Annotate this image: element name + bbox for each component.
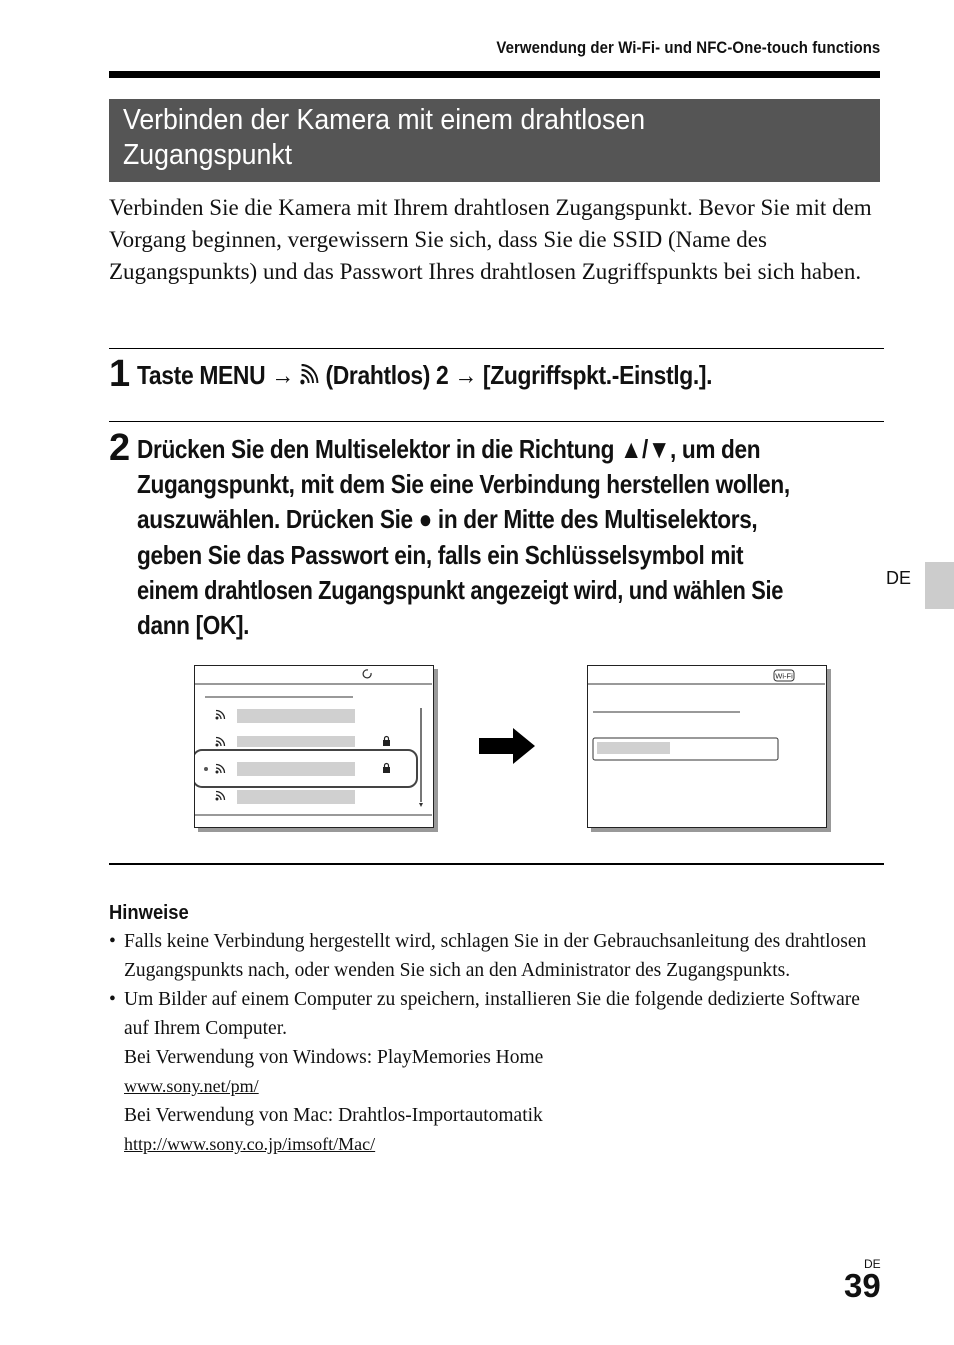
side-tab	[925, 562, 954, 609]
password-field-fill	[597, 742, 670, 754]
access-point-list-screen	[194, 665, 434, 828]
wifi-icon	[216, 765, 225, 774]
step2-text	[137, 432, 906, 643]
step2-line: dann [OK].	[137, 610, 250, 641]
notes-title: Hinweise	[109, 902, 189, 924]
list-item	[216, 709, 356, 723]
note-text: Um Bilder auf einem Computer zu speichern, installieren Sie die folgende dedizierte Software auf Ihrem Computer.	[124, 989, 860, 1039]
intro-paragraph: Verbinden Sie die Kamera mit Ihrem drahtlosen Zugangspunkt. Bevor Sie mit dem Vorgang beginnen, vergewissern Sie sich, dass Sie die SSID (Name des Zugangspunkts) und das Passwort Ihres drahtlosen Zugriffspunkts bei sich haben.	[109, 195, 872, 284]
step1-part1: Taste MENU →	[137, 360, 294, 390]
list-item	[109, 985, 884, 1159]
wifi-icon	[216, 738, 225, 747]
step2-top-rule	[109, 421, 884, 422]
password-entry-screen	[587, 665, 827, 828]
notes-list	[109, 927, 884, 1159]
lock-icon	[383, 764, 390, 774]
section-title-line1: Verbinden der Kamera mit einem drahtlosen	[123, 104, 646, 136]
wifi-icon	[299, 364, 320, 386]
step1-part2: (Drahtlos) 2 → [Zugriffspkt.-Einstlg.].	[325, 360, 713, 390]
bottom-rule	[109, 863, 884, 865]
step2-line: geben Sie das Passwort ein, falls ein Schlüsselsymbol mit	[137, 539, 744, 570]
note-text: Falls keine Verbindung hergestellt wird, schlagen Sie in der Gebrauchsanleitung des drahtlosen Zugangspunkts nach, oder wenden Sie sich an den Administrator des Zugangspunkts.	[124, 931, 867, 981]
windows-link[interactable]: www.sony.net/pm/	[124, 1076, 259, 1096]
step2-line: Zugangspunkt, mit dem Sie eine Verbindung herstellen wollen,	[137, 469, 790, 500]
step2-number: 2	[109, 427, 131, 469]
section-title	[109, 99, 880, 182]
running-head: Verwendung der Wi-Fi- und NFC-One-touch functions	[496, 38, 880, 57]
wifi-badge-icon	[774, 670, 794, 681]
step1-number: 1	[109, 353, 131, 395]
step2-line: einem drahtlosen Zugangspunkt angezeigt wird, und wählen Sie	[137, 574, 784, 605]
windows-label: Bei Verwendung von Windows: PlayMemories Home	[124, 1047, 544, 1068]
wifi-icon	[216, 792, 225, 801]
mac-label: Bei Verwendung von Mac: Drahtlos-Importautomatik	[124, 1105, 543, 1126]
list-item	[109, 927, 884, 985]
wifi-icon	[216, 711, 225, 720]
scroll-bar	[419, 708, 423, 807]
step2-line: Drücken Sie den Multiselektor in die Richtung ▲/▼, um den	[137, 434, 761, 464]
lock-icon	[383, 737, 390, 747]
mac-link[interactable]: http://www.sony.co.jp/imsoft/Mac/	[124, 1134, 376, 1154]
step2-line: auszuwählen. Drücken Sie ● in der Mitte des Multiselektors,	[137, 504, 758, 535]
footer-language: DE	[864, 1257, 881, 1271]
side-language-label: DE	[886, 568, 912, 588]
list-item-selected	[204, 762, 390, 776]
arrow-right-icon	[479, 728, 535, 764]
access-point-list-drawing	[195, 666, 432, 826]
bullet: •	[109, 931, 116, 952]
page-number: 39	[844, 1267, 881, 1304]
password-entry-drawing	[588, 666, 825, 826]
list-item	[216, 736, 391, 747]
top-rule	[109, 71, 880, 78]
wifi-badge-text: Wi-Fi	[775, 671, 793, 681]
list-item	[216, 790, 356, 804]
step1-text	[137, 358, 791, 393]
spinner-icon	[363, 670, 371, 678]
step1-top-rule	[109, 348, 884, 349]
section-title-line2: Zugangspunkt	[123, 139, 293, 171]
bullet: •	[109, 989, 116, 1010]
